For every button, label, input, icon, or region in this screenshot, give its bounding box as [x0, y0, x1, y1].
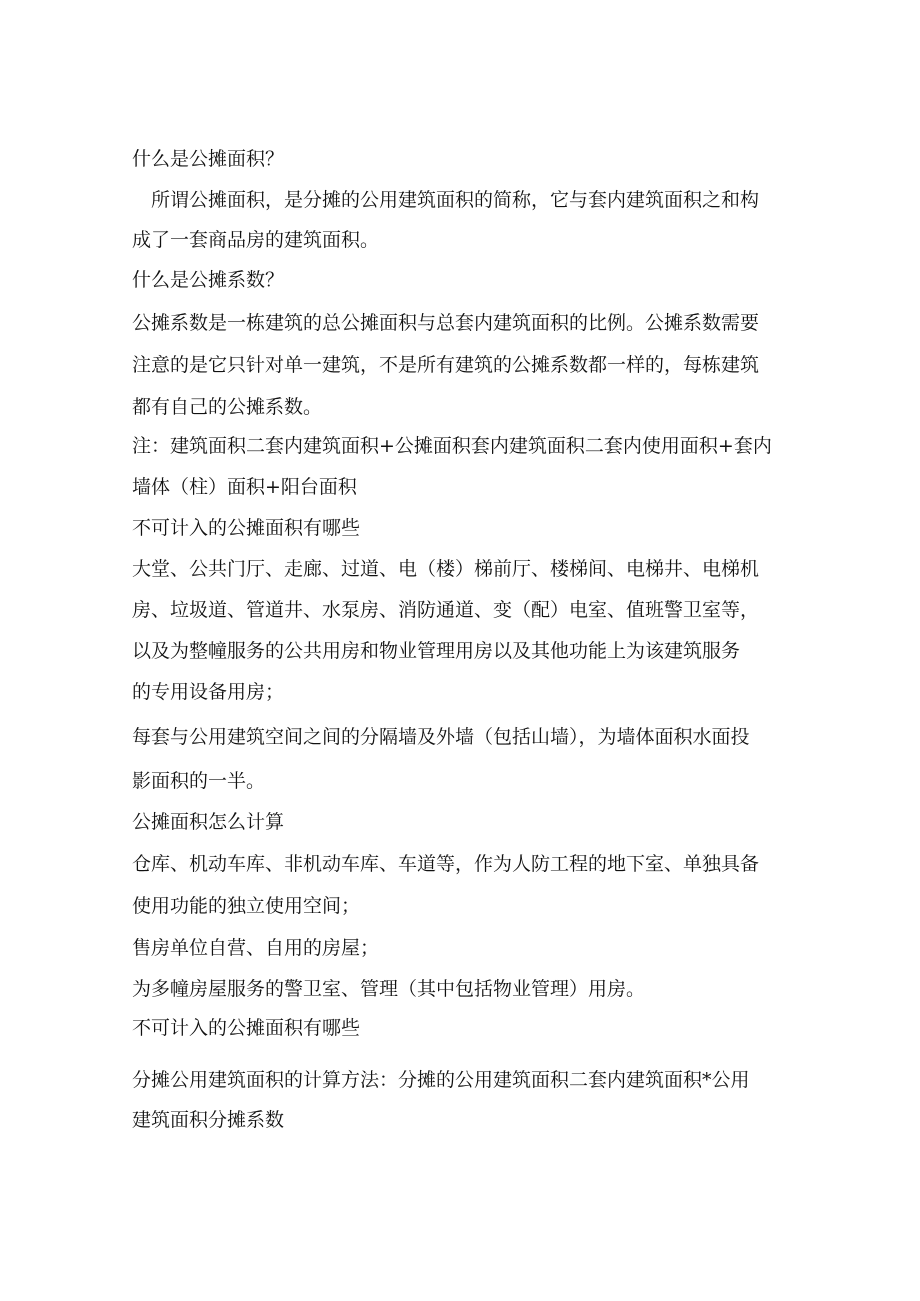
- formula-line: 分摊公用建筑面积的计算方法：分摊的公用建筑面积二套内建筑面积*公用: [132, 1069, 750, 1091]
- heading-how-to-calculate: 公摊面积怎么计算: [132, 811, 285, 833]
- paragraph-line: 以及为整幢服务的公共用房和物业管理用房以及其他功能上为该建筑服务: [132, 640, 741, 662]
- paragraph-line: 影面积的一半。: [132, 770, 266, 792]
- formula-line: 建筑面积分摊系数: [132, 1109, 285, 1131]
- paragraph-line: 为多幢房屋服务的警卫室、管理（其中包括物业管理）用房。: [132, 978, 646, 1000]
- heading-what-is-shared-area: 什么是公摊面积？: [132, 148, 285, 170]
- paragraph-line: 都有自己的公摊系数。: [132, 396, 323, 418]
- heading-not-included: 不可计入的公摊面积有哪些: [132, 517, 361, 539]
- heading-not-included-repeat: 不可计入的公摊面积有哪些: [132, 1017, 361, 1039]
- paragraph-line: 成了一套商品房的建筑面积。: [132, 229, 380, 251]
- paragraph-line: 所谓公摊面积，是分摊的公用建筑面积的简称，它与套内建筑面积之和构: [132, 189, 760, 211]
- paragraph-line: 每套与公用建筑空间之间的分隔墙及外墙（包括山墙），为墙体面积水面投: [132, 726, 750, 748]
- heading-what-is-shared-coefficient: 什么是公摊系数？: [132, 269, 285, 291]
- paragraph-line: 房、垃圾道、管道井、水泵房、消防通道、变（配）电室、值班警卫室等，: [132, 599, 760, 621]
- paragraph-line: 公摊系数是一栋建筑的总公摊面积与总套内建筑面积的比例。公摊系数需要: [132, 312, 760, 334]
- note-line: 注：建筑面积二套内建筑面积+公摊面积套内建筑面积二套内使用面积+套内: [132, 435, 772, 457]
- paragraph-line: 售房单位自营、自用的房屋；: [132, 937, 380, 959]
- paragraph-line: 大堂、公共门厅、走廊、过道、电（楼）梯前厅、楼梯间、电梯井、电梯机: [132, 558, 760, 580]
- note-line: 墙体（柱）面积+阳台面积: [132, 476, 357, 498]
- paragraph-line: 使用功能的独立使用空间；: [132, 895, 361, 917]
- paragraph-line: 注意的是它只针对单一建筑，不是所有建筑的公摊系数都一样的，每栋建筑: [132, 354, 760, 376]
- paragraph-line: 的专用设备用房；: [132, 681, 285, 703]
- paragraph-line: 仓库、机动车库、非机动车库、车道等，作为人防工程的地下室、单独具备: [132, 853, 760, 875]
